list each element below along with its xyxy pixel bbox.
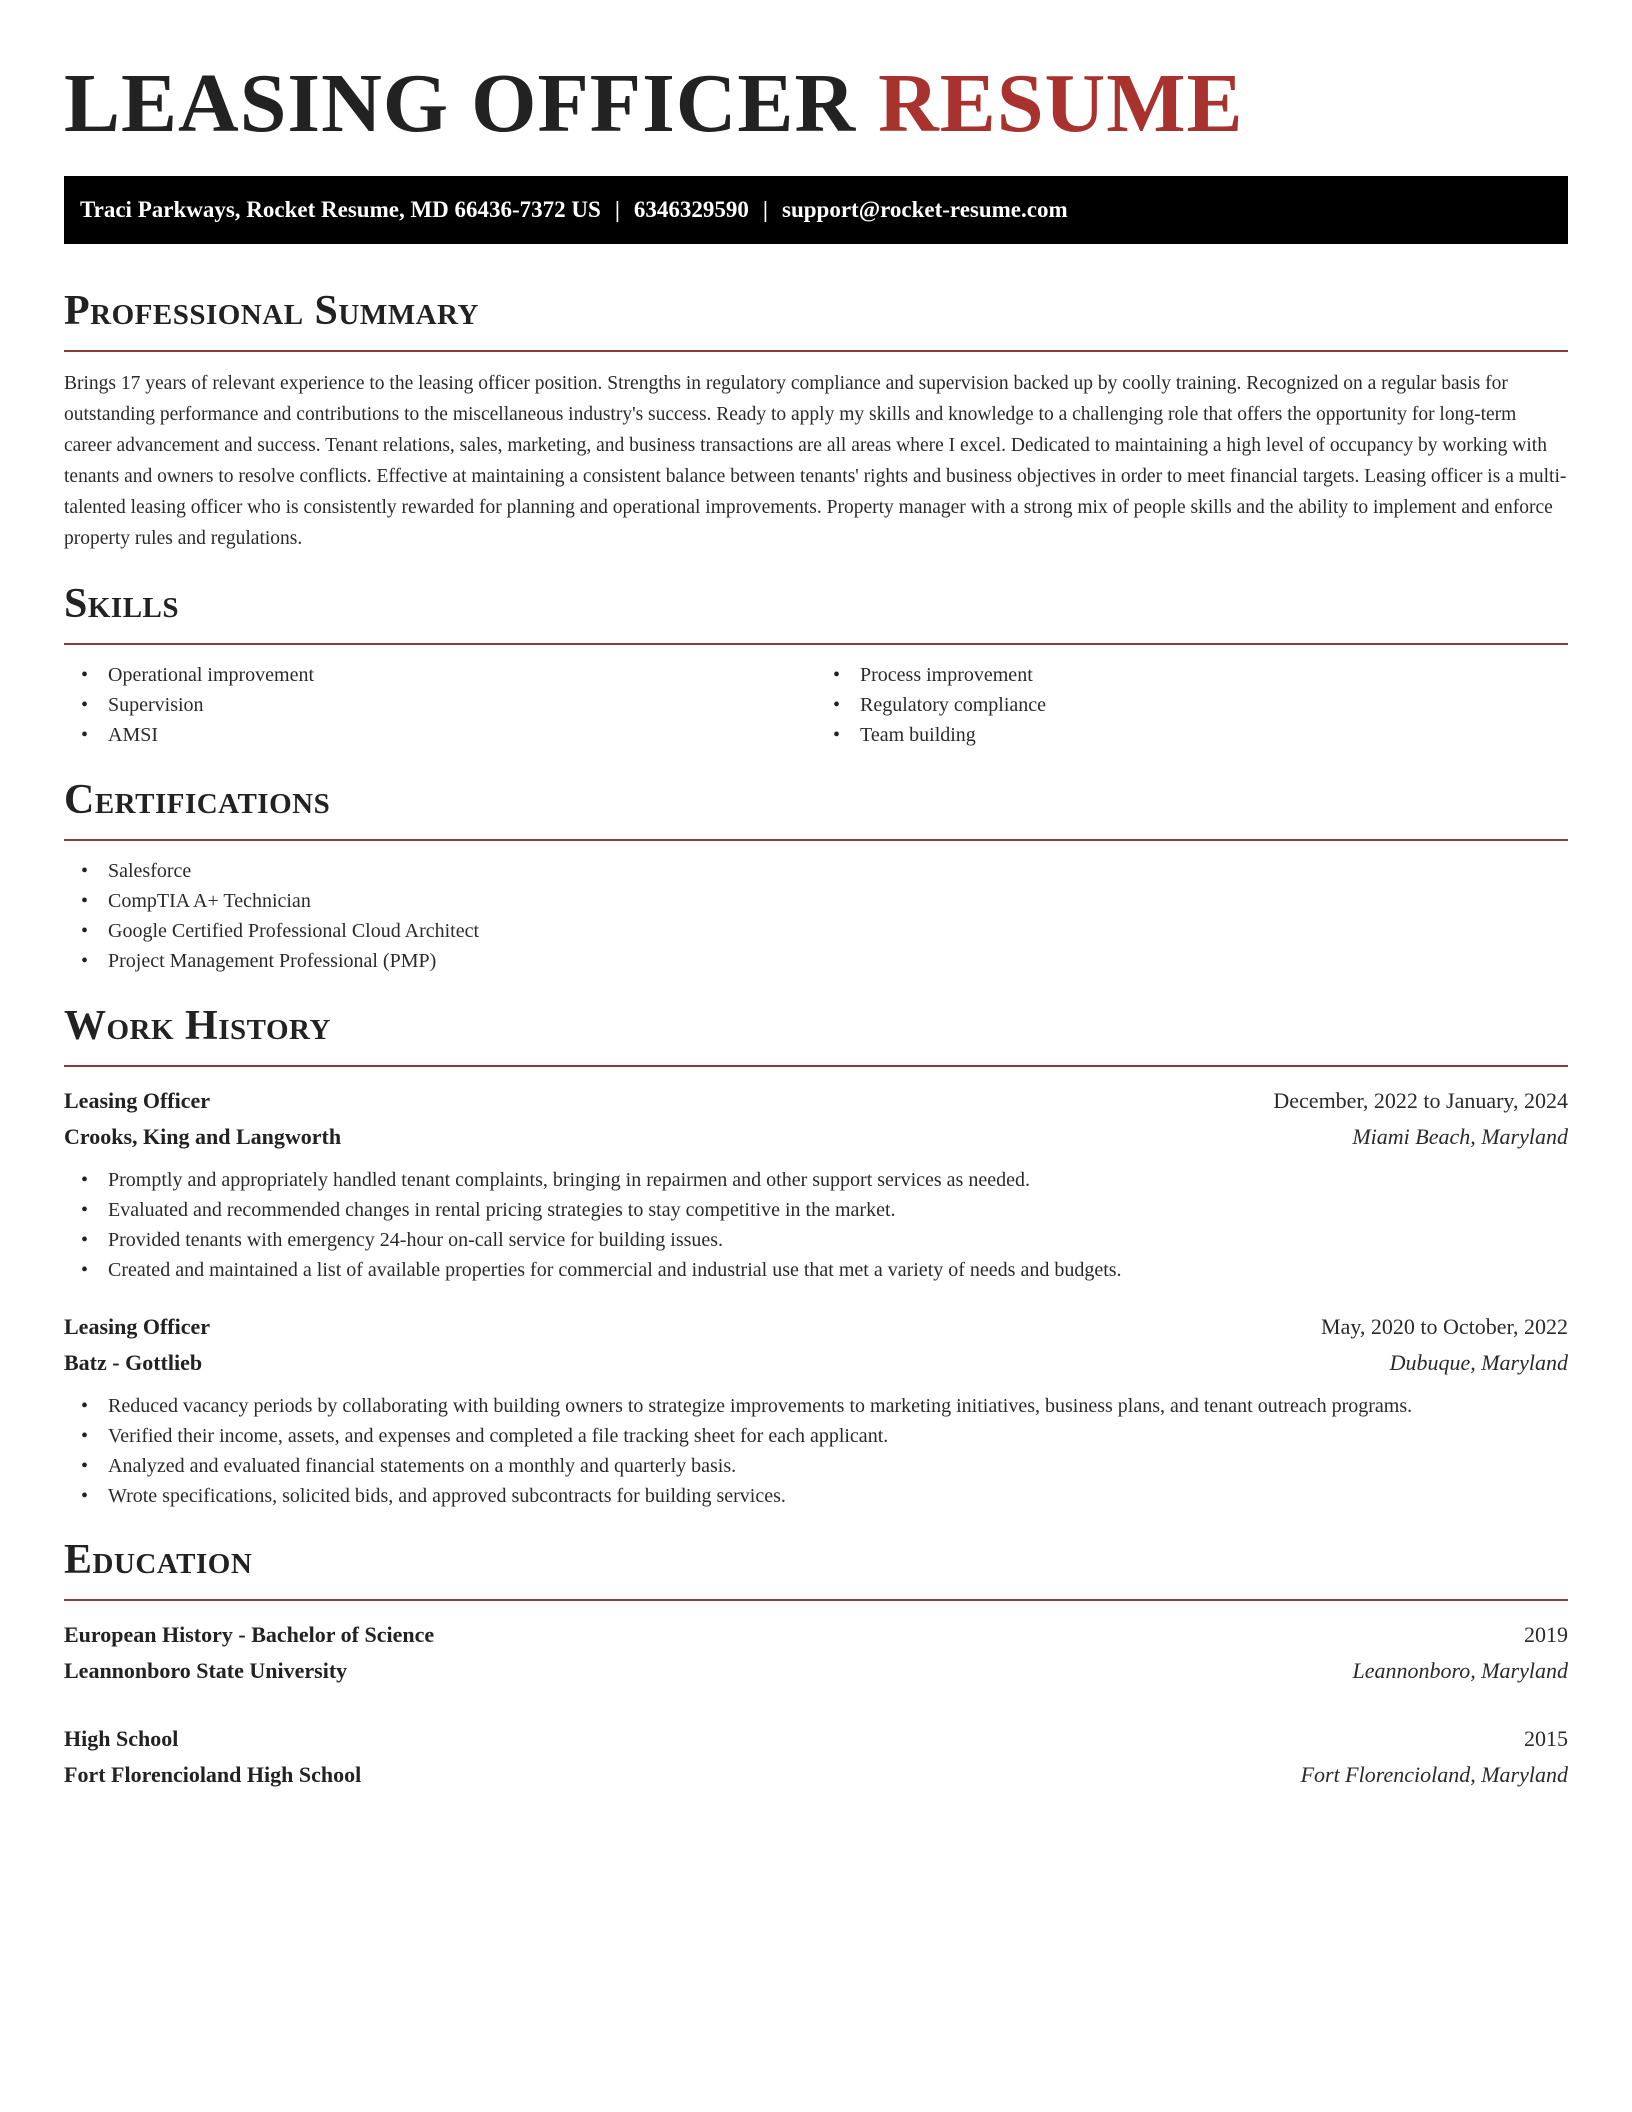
education-heading: Education [64,1537,253,1583]
job-duty-item: • Created and maintained a list of available properties for commercial and industrial use that met a variety of needs and budgets. [64,1255,1568,1285]
education-location: Fort Florencioland, Maryland [1300,1762,1568,1787]
job-duties-list [64,1391,1568,1511]
section-divider [64,643,1568,645]
summary-text: Brings 17 years of relevant experience to the leasing officer position. Strengths in regulatory compliance and supervision backed up by coolly training. Recognized on a regular basis for outstanding performance and contributions to the miscellaneous industry's success. Ready to apply my skills and knowledge to a challenging role that offers the opportunity for long-term career advancement and success. Tenant relations, sales, marketing, and business transactions are all areas where I excel. Dedicated to maintaining a high level of occupancy by working with tenants and owners to resolve conflicts. Effective at maintaining a consistent balance between tenants' rights and business objectives in order to meet financial targets. Leasing officer is a multi-talented leasing officer who is consistently rewarded for planning and operational improvements. Property manager with a strong mix of people skills and the ability to implement and enforce property rules and regulations. [64,373,1567,549]
job-duty-item: • Analyzed and evaluated financial statements on a monthly and quarterly basis. [64,1451,1568,1481]
section-divider [64,350,1568,352]
education-school: Leannonboro State University [64,1658,348,1683]
skill-item: • Team building [816,720,1568,750]
resume-title [64,0,1568,176]
skill-item: • AMSI [64,720,816,750]
contact-email: support@rocket-resume.com [782,197,1068,222]
job-header [64,1083,1568,1119]
education-year: 2015 [1524,1726,1568,1751]
skills-section [64,579,1568,750]
job-dates: December, 2022 to January, 2024 [1273,1088,1568,1113]
education-subheader [64,1653,1568,1689]
job-company: Batz - Gottlieb [64,1350,203,1375]
section-divider [64,1065,1568,1067]
certifications-section [64,775,1568,976]
job-company: Crooks, King and Langworth [64,1124,342,1149]
job-title: Leasing Officer [64,1314,211,1339]
work-history-section [64,1001,1568,1511]
skills-heading: Skills [64,581,180,627]
job-duties-list [64,1165,1568,1285]
education-year: 2019 [1524,1622,1568,1647]
skill-item: • Supervision [64,690,816,720]
education-section [64,1535,1568,1793]
contact-phone: 6346329590 [633,197,749,222]
skills-list-left [64,660,816,750]
skill-item: • Process improvement [816,660,1568,690]
job-subheader [64,1345,1568,1381]
job-duty-item: • Evaluated and recommended changes in rental pricing strategies to stay competitive in the market. [64,1195,1568,1225]
certification-item: • Salesforce [64,856,1568,886]
certification-item: • Google Certified Professional Cloud Architect [64,916,1568,946]
job-header [64,1309,1568,1345]
contact-separator: | [614,197,620,222]
education-degree: European History - Bachelor of Science [64,1622,435,1647]
certifications-list [64,856,1568,976]
section-divider [64,1599,1568,1601]
education-header [64,1617,1568,1653]
work-history-heading: Work History [64,1003,331,1049]
job-duty-item: • Wrote specifications, solicited bids, and approved subcontracts for building services. [64,1481,1568,1511]
job-duty-item: • Verified their income, assets, and expenses and completed a file tracking sheet for each applicant. [64,1421,1568,1451]
job-location: Dubuque, Maryland [1389,1350,1568,1375]
title-part-job: LEASING OFFICER [64,57,857,150]
skills-grid [64,660,1568,750]
title-part-resume: RESUME [878,57,1244,150]
contact-address: Traci Parkways, Rocket Resume, MD 66436-7372 US [80,197,601,222]
certification-item: • CompTIA A+ Technician [64,886,1568,916]
section-divider [64,839,1568,841]
summary-section [64,286,1568,554]
education-entry [64,1721,1568,1793]
job-entry [64,1309,1568,1511]
job-location: Miami Beach, Maryland [1352,1124,1568,1149]
contact-bar [64,176,1568,244]
job-title: Leasing Officer [64,1088,211,1113]
certifications-heading: Certifications [64,777,331,823]
education-subheader [64,1757,1568,1793]
education-entry [64,1617,1568,1689]
job-entry [64,1083,1568,1285]
education-location: Leannonboro, Maryland [1352,1658,1568,1683]
job-dates: May, 2020 to October, 2022 [1321,1314,1568,1339]
job-duty-item: • Reduced vacancy periods by collaborating with building owners to strategize improvements to marketing initiatives, business plans, and tenant outreach programs. [64,1391,1568,1421]
education-header [64,1721,1568,1757]
skill-item: • Operational improvement [64,660,816,690]
skill-item: • Regulatory compliance [816,690,1568,720]
job-subheader [64,1119,1568,1155]
summary-heading: Professional Summary [64,288,479,334]
contact-separator: | [762,197,768,222]
education-school: Fort Florencioland High School [64,1762,362,1787]
job-duty-item: • Promptly and appropriately handled tenant complaints, bringing in repairmen and other support services as needed. [64,1165,1568,1195]
education-degree: High School [64,1726,179,1751]
skills-list-right [816,660,1568,750]
job-duty-item: • Provided tenants with emergency 24-hour on-call service for building issues. [64,1225,1568,1255]
certification-item: • Project Management Professional (PMP) [64,946,1568,976]
